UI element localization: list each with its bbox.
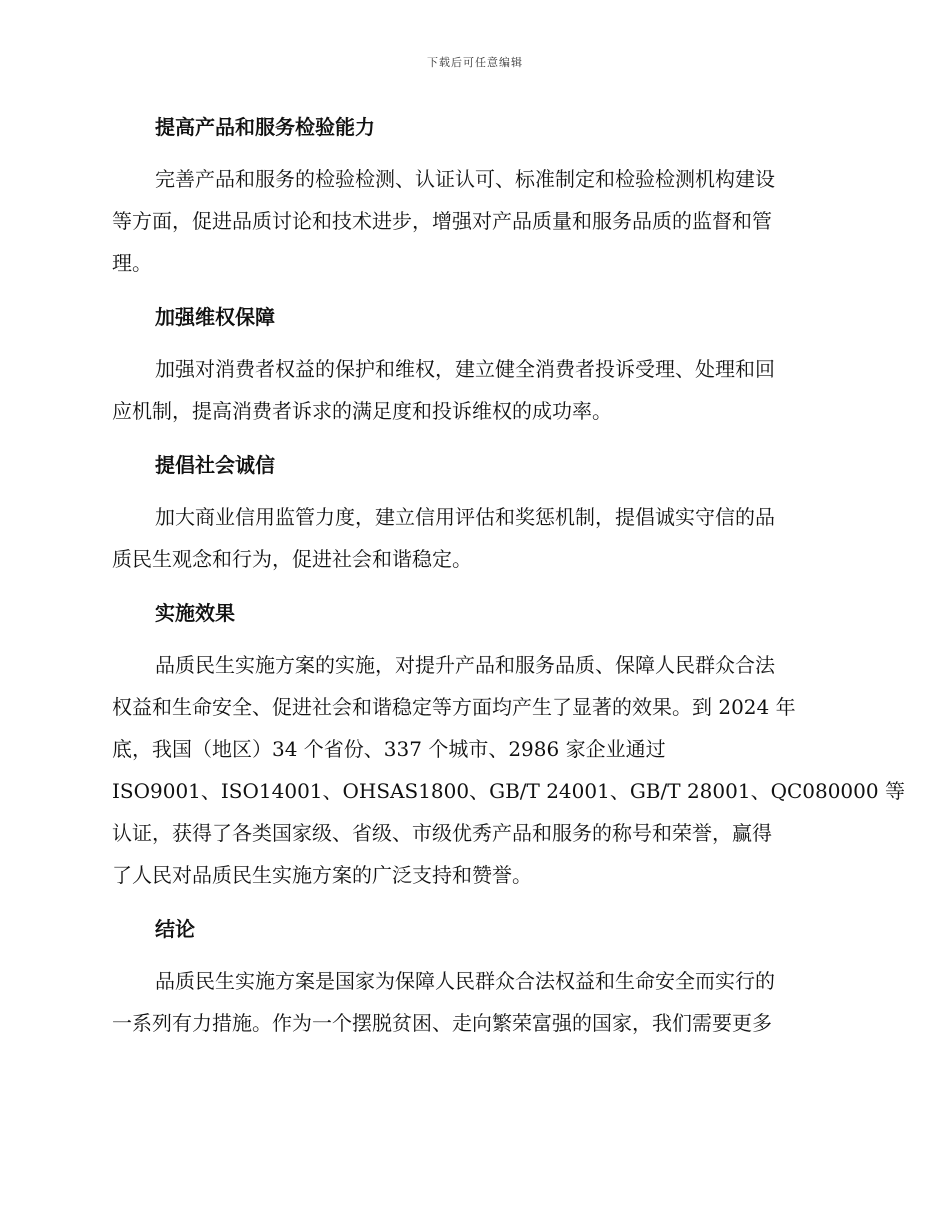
paragraph-line: 了人民对品质民生实施方案的广泛支持和赞誉。 [112,863,532,887]
section-paragraph-inspection [112,158,832,284]
paragraph-line: 品质民生实施方案是国家为保障人民群众合法权益和生命安全而实行的 [155,969,775,993]
paragraph-line: 底，我国（地区）34 个省份、337 个城市、2986 家企业通过 [112,737,666,761]
paragraph-line: 权益和生命安全、促进社会和谐稳定等方面均产生了显著的效果。到 2024 年 [112,695,796,719]
paragraph-line: 质民生观念和行为，促进社会和谐稳定。 [112,547,472,571]
section-paragraph-rights [112,348,832,432]
paragraph-line: 理。 [112,251,152,275]
paragraph-line: 认证，获得了各类国家级、省级、市级优秀产品和服务的称号和荣誉，赢得 [112,821,772,845]
paragraph-line: ISO9001、ISO14001、OHSAS1800、GB/T 24001、GB/T 28001、QC080000 等 [112,779,905,803]
section-paragraph-effects [112,644,905,896]
page-header-note: 下载后可任意编辑 [427,56,523,69]
paragraph-line: 完善产品和服务的检验检测、认证认可、标准制定和检验检测机构建设 [155,167,775,191]
section-heading-integrity: 提倡社会诚信 [155,453,275,477]
section-heading-rights: 加强维权保障 [155,305,275,329]
paragraph-line: 一系列有力措施。作为一个摆脱贫困、走向繁荣富强的国家，我们需要更多 [112,1011,772,1035]
paragraph-line: 应机制，提高消费者诉求的满足度和投诉维权的成功率。 [112,399,612,423]
section-heading-conclusion: 结论 [155,917,195,941]
paragraph-line: 加大商业信用监管力度，建立信用评估和奖惩机制，提倡诚实守信的品 [155,505,775,529]
paragraph-line: 加强对消费者权益的保护和维权，建立健全消费者投诉受理、处理和回 [155,357,775,381]
paragraph-line: 品质民生实施方案的实施，对提升产品和服务品质、保障人民群众合法 [155,653,775,677]
section-heading-inspection: 提高产品和服务检验能力 [155,115,375,139]
section-paragraph-integrity [112,496,832,580]
section-heading-effects: 实施效果 [155,601,235,625]
section-paragraph-conclusion [112,960,832,1044]
paragraph-line: 等方面，促进品质讨论和技术进步，增强对产品质量和服务品质的监督和管 [112,209,772,233]
document-body [112,108,905,1058]
